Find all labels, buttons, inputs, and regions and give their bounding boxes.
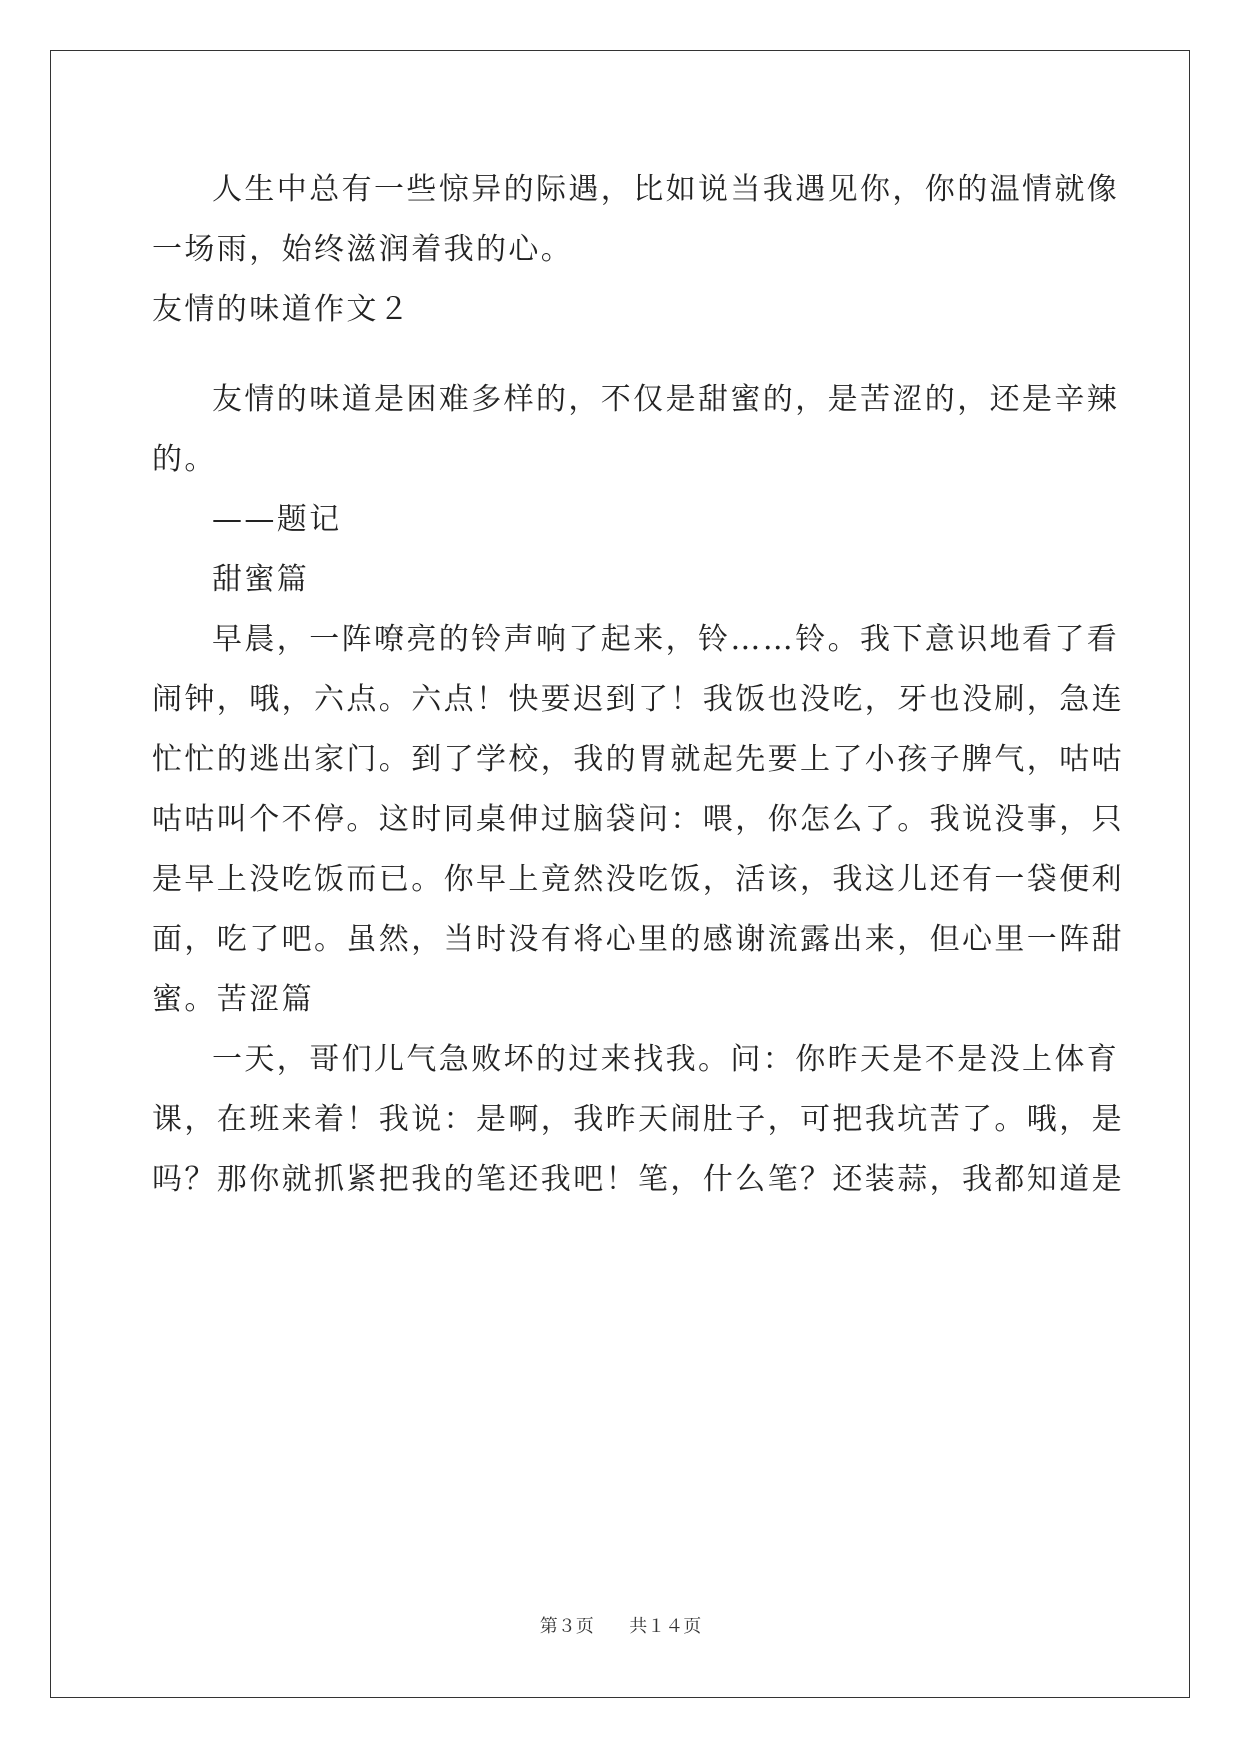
epigraph-attribution: ——题记 (212, 502, 342, 537)
text-line: 吗？那你就抓紧把我的笔还我吧！笔，什么笔？还装蒜，我都知道是 (152, 1162, 1124, 1197)
text-line: 友情的味道是困难多样的，不仅是甜蜜的，是苦涩的，还是辛辣 (212, 382, 1120, 417)
text-line: 是早上没吃饭而已。你早上竟然没吃饭，活该，我这儿还有一袋便利 (152, 862, 1124, 897)
text-line: 咕咕叫个不停。这时同桌伸过脑袋问：喂，你怎么了。我说没事，只 (152, 802, 1124, 837)
text-line: 课，在班来着！我说：是啊，我昨天闹肚子，可把我坑苦了。哦，是 (152, 1102, 1124, 1137)
text-line: 面，吃了吧。虽然，当时没有将心里的感谢流露出来，但心里一阵甜 (152, 922, 1124, 957)
document-body (152, 160, 1124, 1210)
page-footer (0, 1612, 1241, 1638)
page-number: 第３页 (539, 1616, 594, 1637)
text-line: 一场雨，始终滋润着我的心。 (152, 232, 574, 267)
text-line: 人生中总有一些惊异的际遇，比如说当我遇见你，你的温情就像 (212, 172, 1120, 207)
text-line: 的。 (152, 442, 217, 477)
text-line: 早晨，一阵嘹亮的铃声响了起来，铃……铃。我下意识地看了看 (212, 622, 1120, 657)
text-line: 忙忙的逃出家门。到了学校，我的胃就起先要上了小孩子脾气，咕咕 (152, 742, 1124, 777)
subsection-heading: 甜蜜篇 (212, 562, 310, 597)
page-total: 共１４页 (629, 1616, 702, 1637)
text-line: 一天，哥们儿气急败坏的过来找我。问：你昨天是不是没上体育 (212, 1042, 1120, 1077)
section-heading: 友情的味道作文２ (152, 292, 412, 327)
text-line: 闹钟，哦，六点。六点！快要迟到了！我饭也没吃，牙也没刷，急连 (152, 682, 1124, 717)
text-line: 蜜。苦涩篇 (152, 982, 314, 1017)
